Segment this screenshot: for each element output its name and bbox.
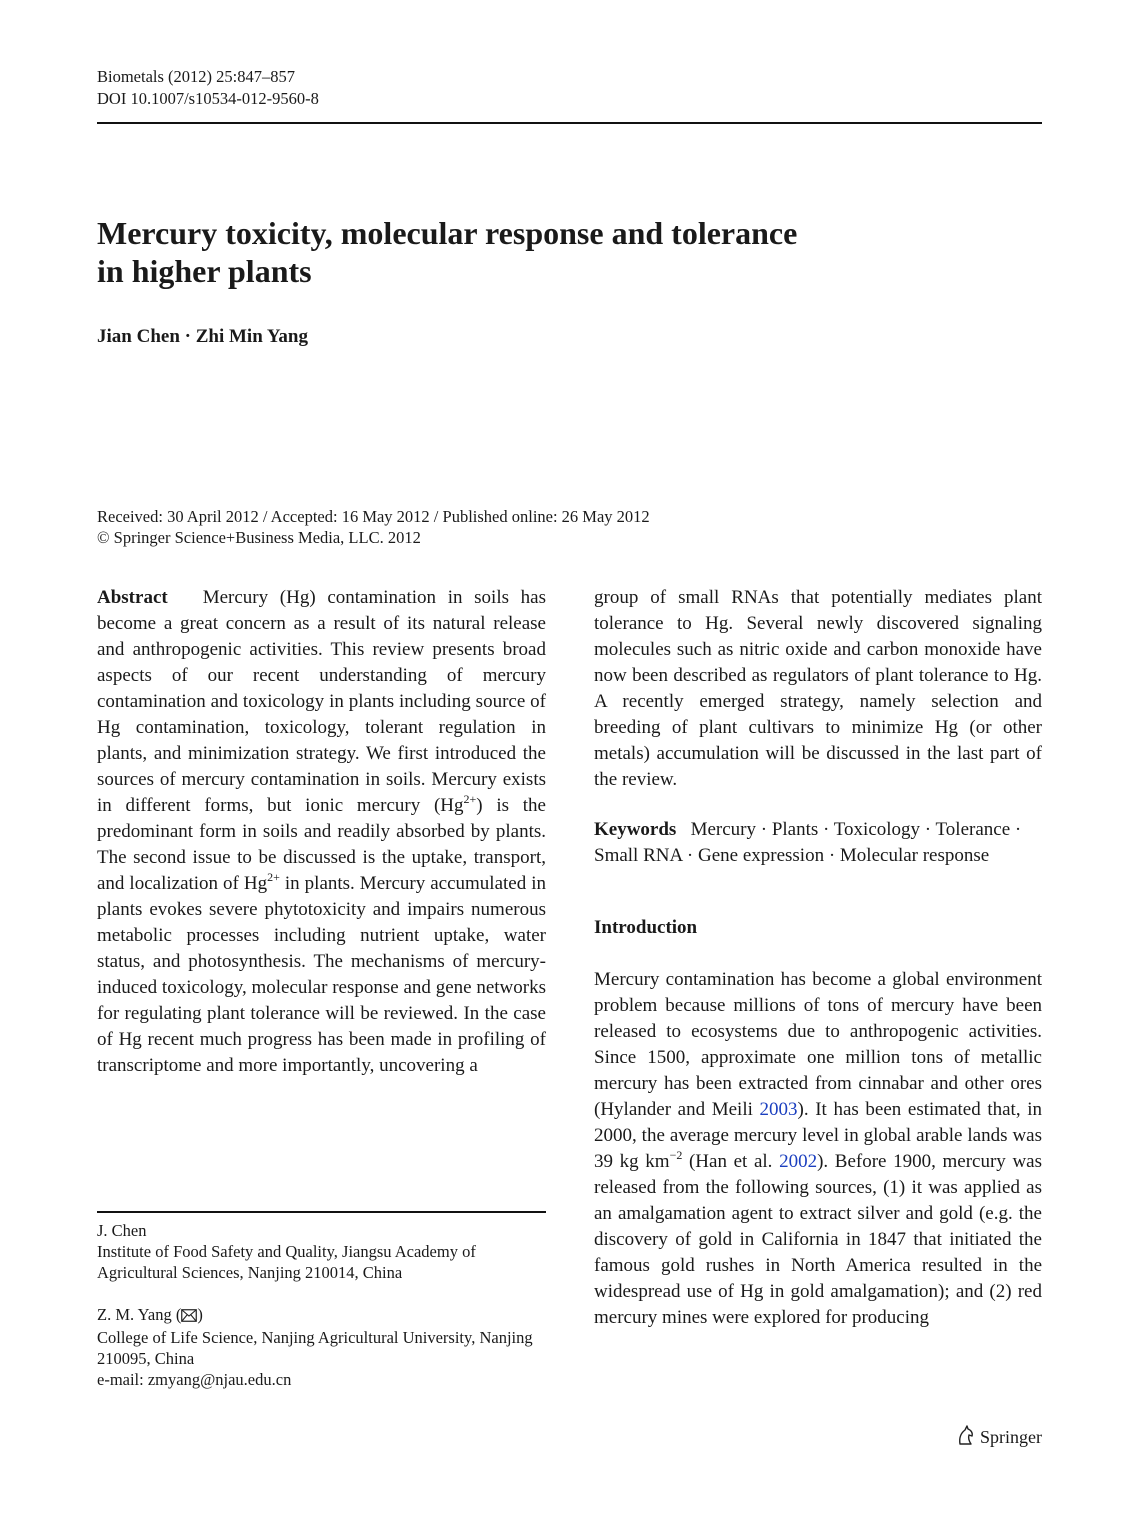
affiliation-institution: Institute of Food Safety and Quality, Jiangsu Academy of Agricultural Sciences, Nanjing 210014, China	[97, 1242, 476, 1282]
article-title	[97, 214, 997, 290]
abstract	[97, 585, 546, 1079]
affiliation-email[interactable]: e-mail: zmyang@njau.edu.cn	[97, 1370, 292, 1389]
abstract-text-3: in plants. Mercury accumulated in plants evokes severe phytotoxicity and impairs numerous metabolic processes including nutrient uptake, water status, and photosynthesis. The mechanisms of mercury-induced toxicology, molecular response and gene networks for regulating plant tolerance will be reviewed. In the case of Hg recent much progress has been made in profiling of transcriptome and more importantly, uncovering a	[97, 873, 546, 1076]
intro-text-3: (Han et al.	[682, 1151, 780, 1172]
intro-sup: −2	[669, 1147, 683, 1162]
authors: Jian Chen · Zhi Min Yang	[97, 326, 308, 347]
affiliation-name	[97, 1304, 546, 1327]
affiliation-institution: College of Life Science, Nanjing Agricultural University, Nanjing 210095, China	[97, 1328, 533, 1368]
affiliation-yang	[97, 1304, 546, 1390]
keywords-text: Mercury · Plants · Toxicology · Tolerance · Small RNA · Gene expression · Molecular response	[594, 819, 1022, 866]
publisher-name: Springer	[980, 1427, 1042, 1447]
introduction-text	[594, 967, 1042, 1331]
reference-link[interactable]: 2002	[779, 1151, 818, 1172]
journal-header	[97, 66, 319, 110]
keywords-label: Keywords	[594, 819, 677, 840]
copyright-line: © Springer Science+Business Media, LLC. 2012	[97, 528, 421, 547]
doi: DOI 10.1007/s10534-012-9560-8	[97, 89, 319, 108]
reference-link[interactable]: 2003	[759, 1099, 798, 1120]
affiliation-name-text: Z. M. Yang (	[97, 1305, 182, 1324]
abstract-sup-2: 2+	[267, 869, 280, 884]
keywords	[594, 817, 1042, 869]
abstract-text-2: ) is the predominant form in soils and readily absorbed by plants. The second issue to be discussed is the uptake, transport, and localization of Hg	[97, 795, 546, 894]
abstract-sup-1: 2+	[463, 791, 477, 806]
intro-text-1: Mercury contamination has become a global environment problem because millions of tons of mercury have been released to ecosystems due to anthropogenic activities. Since 1500, approximate one million tons of metallic mercury has been extracted from cinnabar and other ores (Hylander and Meili	[594, 969, 1042, 1120]
affiliation-chen	[97, 1220, 546, 1283]
publisher-logo	[956, 1424, 1042, 1451]
envelope-icon	[181, 1306, 197, 1327]
affiliations	[97, 1220, 546, 1411]
title-line-1: Mercury toxicity, molecular response and tolerance	[97, 215, 798, 251]
affiliation-name: J. Chen	[97, 1221, 147, 1240]
intro-text-4: ). Before 1900, mercury was released from the following sources, (1) it was applied as an amalgamation agent to extract silver and gold (e.g. the discovery of gold in California in 1847 that initiated the famous gold rushes in North America resulted in the widespread use of Hg in gold amalgamation); and (2) red mercury mines were explored for producing	[594, 1151, 1042, 1328]
abstract-label: Abstract	[97, 587, 168, 608]
right-column	[594, 585, 1042, 1331]
intro-text-2: ). It has been estimated that, in 2000, the average mercury level in global arable lands was 39 kg km	[594, 1099, 1042, 1172]
footnote-rule	[97, 1211, 546, 1213]
header-rule	[97, 122, 1042, 124]
dates-line: Received: 30 April 2012 / Accepted: 16 May 2012 / Published online: 26 May 2012	[97, 507, 650, 526]
affiliation-name-end: )	[197, 1305, 203, 1324]
abstract-continued: group of small RNAs that potentially mediates plant tolerance to Hg. Several newly discovered signaling molecules such as nitric oxide and carbon monoxide have now been described as regulators of plant tolerance to Hg. A recently emerged strategy, namely selection and breeding of plant cultivars to minimize Hg (or other metals) accumulation will be discussed in the last part of the review.	[594, 587, 1042, 790]
publication-history	[97, 506, 650, 548]
left-column	[97, 585, 546, 1079]
introduction-heading: Introduction	[594, 917, 698, 938]
journal-citation: Biometals (2012) 25:847–857	[97, 67, 295, 86]
abstract-text-1: Mercury (Hg) contamination in soils has become a great concern as a result of its natural release and anthropogenic activities. This review presents broad aspects of our recent understanding of mercury contamination and toxicology in plants including source of Hg contamination, toxicology, tolerant regulation in plants, and minimization strategy. We first introduced the sources of mercury contamination in soils. Mercury exists in different forms, but ionic mercury (Hg	[97, 587, 547, 816]
title-line-2: in higher plants	[97, 253, 312, 289]
springer-horse-icon	[956, 1424, 976, 1451]
